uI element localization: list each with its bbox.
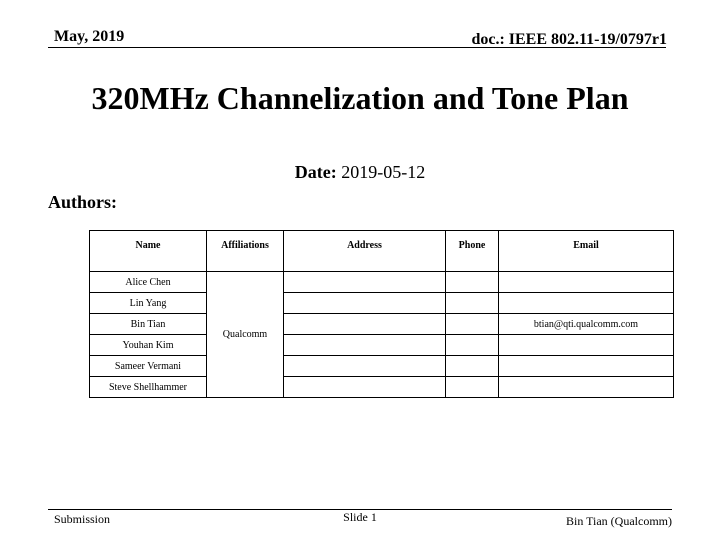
- footer-author: Bin Tian (Qualcomm): [565, 514, 672, 528]
- footer-submission: Submission: [54, 512, 111, 526]
- header-date: May, 2019: [54, 28, 125, 45]
- author-address: [284, 377, 446, 398]
- table-row: [90, 293, 674, 314]
- date-value: 2019-05-12: [341, 162, 426, 182]
- authors-label: Authors:: [48, 192, 118, 212]
- footer-slide-number: Slide 1: [343, 510, 377, 524]
- author-address: [284, 314, 446, 335]
- author-phone: [446, 314, 499, 335]
- author-name: Sameer Vermani: [90, 356, 207, 377]
- author-phone: [446, 356, 499, 377]
- author-address: [284, 293, 446, 314]
- author-name: Alice Chen: [90, 272, 207, 293]
- author-email: [499, 272, 674, 293]
- author-address: [284, 356, 446, 377]
- header-name: Name: [90, 231, 207, 272]
- author-phone: [446, 377, 499, 398]
- header-divider: [48, 47, 666, 48]
- author-address: [284, 335, 446, 356]
- table-header-row: [90, 231, 674, 272]
- author-address: [284, 272, 446, 293]
- table-row: [90, 335, 674, 356]
- authors-table: [89, 230, 674, 398]
- author-name: Steve Shellhammer: [90, 377, 207, 398]
- author-name: Bin Tian: [90, 314, 207, 335]
- table-row: [90, 356, 674, 377]
- date-label: Date:: [294, 162, 337, 182]
- author-email: [499, 335, 674, 356]
- table-row: [90, 272, 674, 293]
- header-doc-id: doc.: IEEE 802.11-19/0797r1: [471, 31, 667, 48]
- slide-title: 320MHz Channelization and Tone Plan: [91, 80, 629, 116]
- author-name: Youhan Kim: [90, 335, 207, 356]
- header-address: Address: [284, 231, 446, 272]
- author-email: [499, 356, 674, 377]
- author-email: btian@qti.qualcomm.com: [499, 314, 674, 335]
- author-name: Lin Yang: [90, 293, 207, 314]
- author-phone: [446, 272, 499, 293]
- table-row: [90, 377, 674, 398]
- date-line: [0, 162, 720, 183]
- author-phone: [446, 293, 499, 314]
- header-phone: Phone: [446, 231, 499, 272]
- author-email: [499, 293, 674, 314]
- table-row: [90, 314, 674, 335]
- header-email: Email: [499, 231, 674, 272]
- author-affiliation: Qualcomm: [207, 272, 284, 398]
- author-phone: [446, 335, 499, 356]
- header-affiliations: Affiliations: [207, 231, 284, 272]
- author-email: [499, 377, 674, 398]
